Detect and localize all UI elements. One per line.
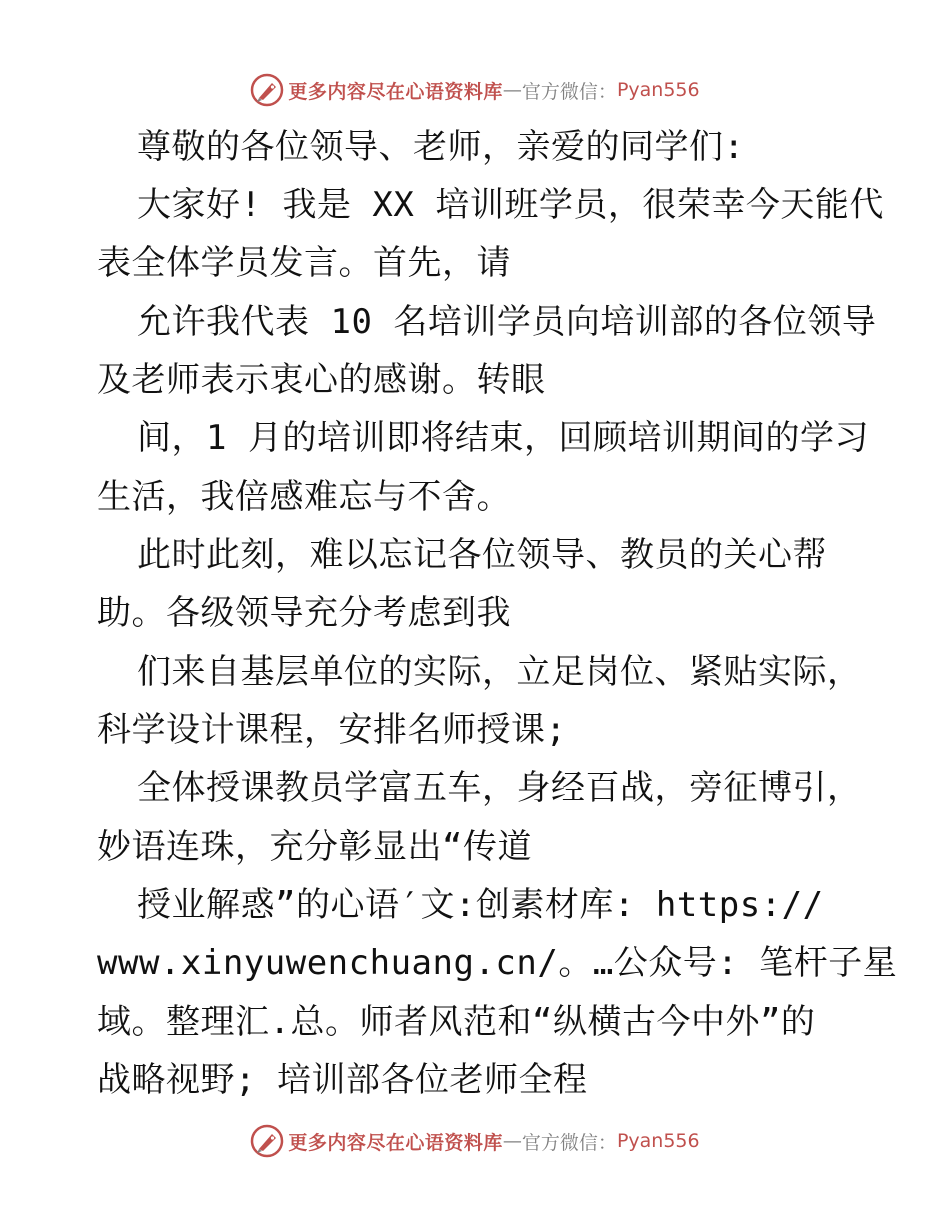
- banner-wechat-label: 官方微信：: [521, 1131, 617, 1154]
- banner-wechat-label: 官方微信：: [521, 80, 617, 103]
- body-line: 全体授课教员学富五车，身经百战，旁征博引，: [137, 768, 862, 808]
- banner-title: 更多内容尽在心语资料库: [288, 1131, 503, 1154]
- body-line: 表全体学员发言。首先，请: [97, 243, 511, 283]
- banner-dash: —: [502, 1130, 522, 1152]
- body-line: 科学设计课程，安排名师授课;: [97, 710, 567, 750]
- banner-wechat-id: Pyan556: [616, 79, 700, 101]
- body-line: 间，1 月的培训即将结束，回顾培训期间的学习: [137, 418, 869, 458]
- body-line: 尊敬的各位领导、老师，亲爱的同学们:: [137, 127, 745, 167]
- pen-nib-logo-icon: [250, 73, 284, 107]
- body-line: 授业解惑”的心语′文:创素材库: https://: [137, 885, 824, 925]
- body-line: 生活，我倍感难忘与不舍。: [97, 477, 511, 517]
- body-line: 允许我代表 10 名培训学员向培训部的各位领导: [137, 302, 877, 342]
- body-line: 妙语连珠，充分彰显出“传道: [97, 827, 532, 867]
- body-line: 域。整理汇.总。师者风范和“纵横古今中外”的: [97, 1002, 816, 1042]
- body-line: 此时此刻，难以忘记各位领导、教员的关心帮: [137, 535, 827, 575]
- body-line: 战略视野; 培训部各位老师全程: [97, 1060, 588, 1100]
- body-line: 大家好! 我是 XX 培训班学员，很荣幸今天能代: [137, 185, 884, 225]
- body-line: www.xinyuwenchuang.cn/。…公众号: 笔杆子星: [97, 943, 898, 983]
- banner-title: 更多内容尽在心语资料库: [288, 80, 503, 103]
- pen-nib-logo-icon: [250, 1124, 284, 1158]
- header-banner: [0, 70, 950, 110]
- body-line: 及老师表示衷心的感谢。转眼: [97, 360, 546, 400]
- banner-dash: —: [502, 79, 522, 101]
- banner-wechat-id: Pyan556: [616, 1130, 700, 1152]
- body-line: 们来自基层单位的实际，立足岗位、紧贴实际，: [137, 652, 862, 692]
- body-line: 助。各级领导充分考虑到我: [97, 593, 511, 633]
- footer-banner: [0, 1121, 950, 1161]
